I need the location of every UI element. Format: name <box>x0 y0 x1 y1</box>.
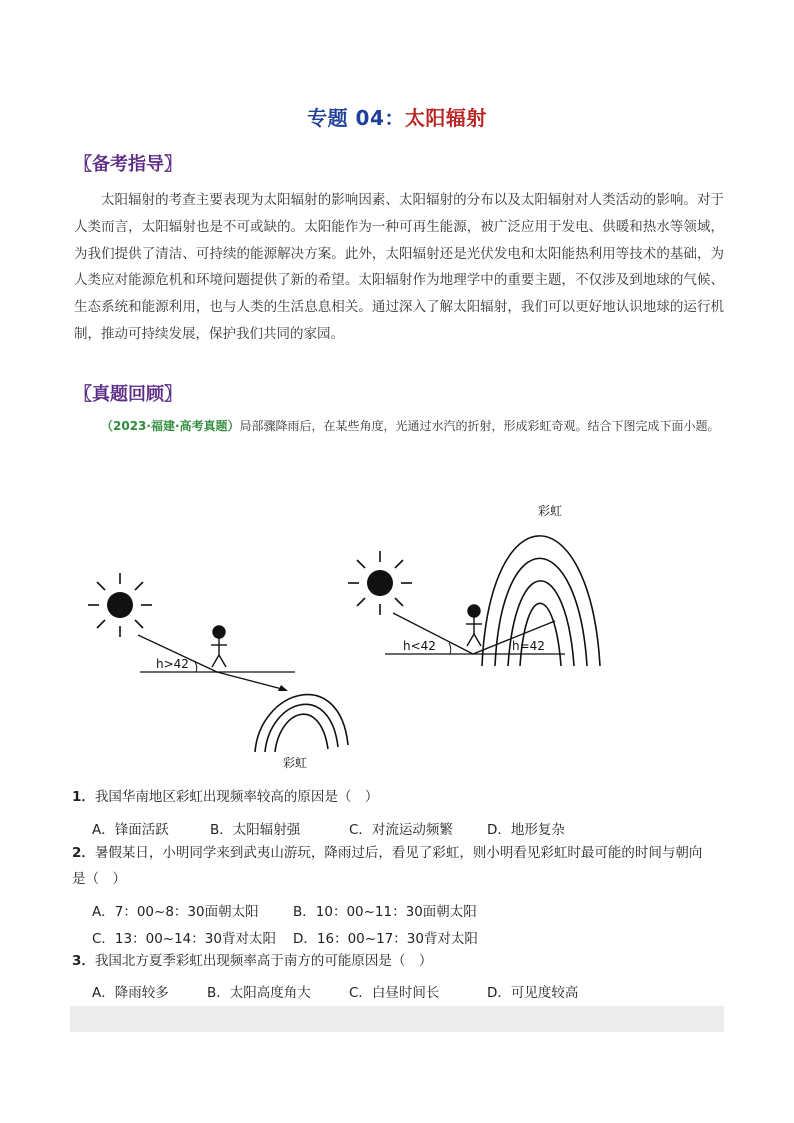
guide-line: 好地认识地球的运行机制，推动可持续发展，保护我们共同的家园。 <box>74 299 725 342</box>
exam-source: （2023·福建·高考真题） <box>101 419 240 433</box>
option-a[interactable]: A．7：00~8：30面朝太阳 <box>92 904 259 920</box>
sun-icon <box>348 551 412 615</box>
question-number: 1． <box>72 789 95 805</box>
question-number: 2． <box>72 845 95 861</box>
angle-label-right-eq: h=42 <box>512 639 545 653</box>
option-a[interactable]: A．降雨较多 <box>92 985 169 1001</box>
angle-arc <box>195 662 197 672</box>
arrow-head <box>278 685 288 691</box>
option-d[interactable]: D．地形复杂 <box>487 822 565 838</box>
option-b[interactable]: B．太阳高度角大 <box>207 985 311 1001</box>
option-d[interactable]: D．16：00~17：30背对太阳 <box>293 931 478 947</box>
question-text: 我国北方夏季彩虹出现频率高于南方的可能原因是（ ） <box>94 953 433 969</box>
rainbow-arcs-left <box>255 695 348 752</box>
option-a[interactable]: A．锋面活跃 <box>92 822 169 838</box>
guide-line: 太阳辐射的考查主要表现为太阳辐射的影响因素、太阳辐射的分布以及太阳辐射对人类活动的影响。 <box>101 192 697 208</box>
question-2 <box>72 840 732 892</box>
guide-line: 及到地球的气候、生态系统和能源利用，也与人类的生活息息相关。通过深入了解太阳辐射，我们可以更 <box>74 272 725 316</box>
option-c[interactable]: C．13：00~14：30背对太阳 <box>92 931 276 947</box>
stem-text-cont: 成下面小题。 <box>647 419 720 433</box>
guide-line: 术的基础，为人类应对能源危机和环境问题提供了新的希望。太阳辐射作为地理学中的重要主题，不仅涉 <box>74 245 725 289</box>
option-c[interactable]: C．对流运动频繁 <box>349 822 453 838</box>
person-icon <box>466 605 482 646</box>
question-text-cont: 是（ ） <box>72 871 126 887</box>
angle-arc <box>449 643 451 654</box>
review-heading: 〖真题回顾〗 <box>74 384 182 405</box>
question-3 <box>72 948 732 974</box>
option-b[interactable]: B．10：00~11：30面朝太阳 <box>293 904 477 920</box>
question-text: 暑假某日，小明同学来到武夷山游玩，降雨过后，看见了彩虹，则小明看见彩虹时最可能的时间与朝向 <box>94 845 703 861</box>
guide-heading: 〖备考指导〗 <box>74 154 182 175</box>
sun-icon <box>88 573 152 637</box>
angle-label-right-low: h<42 <box>403 639 436 653</box>
rainbow-label-right: 彩虹 <box>538 504 563 518</box>
rainbow-label-left: 彩虹 <box>283 756 308 770</box>
view-ray-arrow <box>217 672 282 689</box>
guide-line: 对于人类而言，太阳辐射也是不可或缺的。太阳能作为一种可再生能源，被广泛应用于发电、供暖和热水 <box>74 192 725 235</box>
angle-label-left: h>42 <box>156 657 189 671</box>
question-number: 3． <box>72 953 95 969</box>
option-d[interactable]: D．可见度较高 <box>487 985 579 1001</box>
question-stem <box>74 413 724 439</box>
title-prefix: 专题 04： <box>307 106 405 130</box>
question-1 <box>72 784 732 810</box>
rainbow-figure <box>70 495 630 780</box>
option-c[interactable]: C．白昼时间长 <box>349 985 440 1001</box>
option-b[interactable]: B．太阳辐射强 <box>210 822 301 838</box>
question-text: 我国华南地区彩虹出现频率较高的原因是（ ） <box>94 789 379 805</box>
footer-bar <box>70 1006 724 1032</box>
person-icon <box>211 626 227 667</box>
stem-text: 局部骤降雨后，在某些角度，光通过水汽的折射，形成彩虹奇观。结合下图完 <box>239 419 648 433</box>
page-title <box>0 102 794 131</box>
title-topic: 太阳辐射 <box>404 106 487 130</box>
guide-paragraph <box>74 187 724 348</box>
guide-line: 等领域，为我们提供了清洁、可持续的能源解决方案。此外，太阳辐射还是光伏发电和太阳能热利用等技 <box>74 218 725 262</box>
